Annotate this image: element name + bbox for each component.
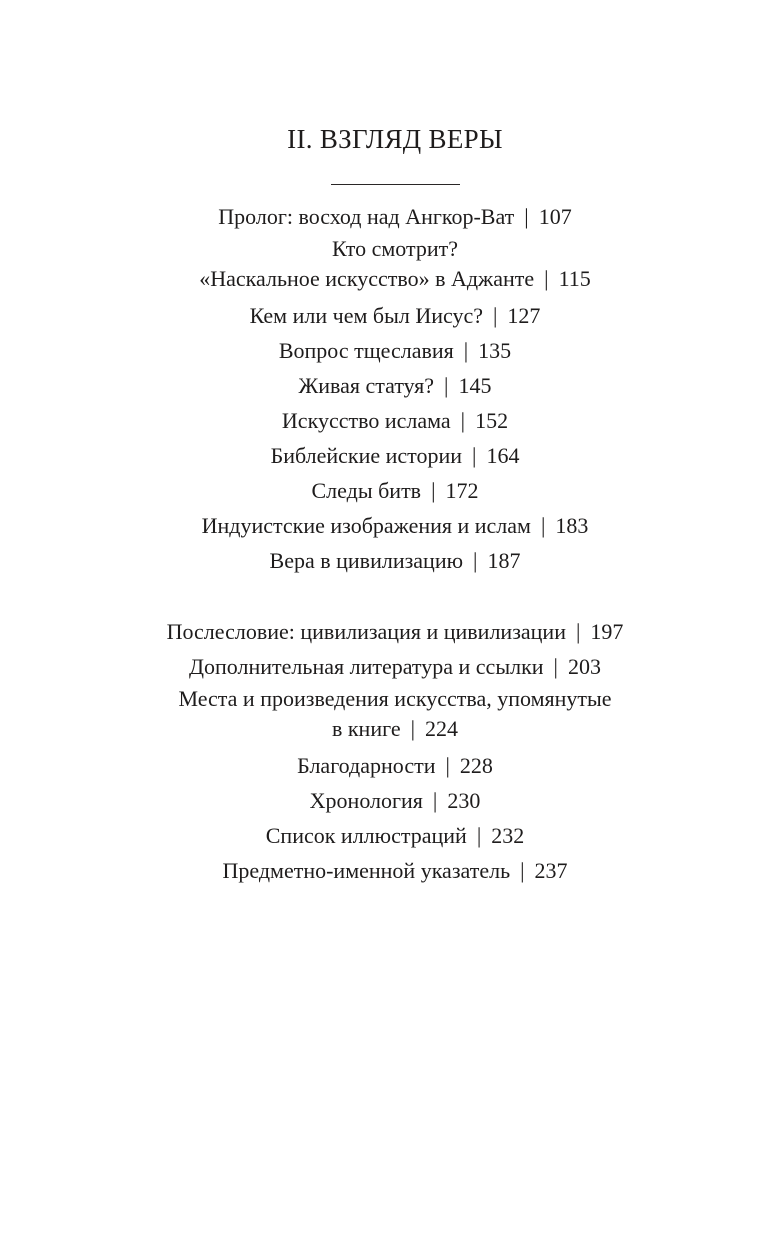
toc-separator: | [410, 716, 416, 741]
toc-separator: | [431, 478, 436, 503]
toc-separator: | [472, 443, 477, 468]
toc-entry-title: Кем или чем был Иисус? [249, 303, 483, 328]
toc-entry-title: Список иллюстраций [265, 823, 467, 848]
toc-entry-title: Следы битв [311, 478, 422, 503]
toc-entry-page: 237 [534, 858, 568, 883]
table-of-contents [0, 199, 768, 888]
toc-entry[interactable] [0, 853, 768, 888]
toc-entry[interactable] [0, 818, 768, 853]
toc-entry[interactable] [0, 403, 768, 438]
toc-entry[interactable] [0, 649, 768, 684]
toc-separator: | [476, 823, 482, 848]
toc-entry-title: Вера в цивилизацию [269, 548, 464, 573]
toc-entry[interactable] [0, 473, 768, 508]
toc-separator: | [520, 858, 525, 883]
toc-entry-title: Искусство ислама [281, 408, 451, 433]
toc-entry-title: Послесловие: цивилизация и цивилизации [166, 619, 566, 644]
toc-separator: | [432, 788, 438, 813]
title-divider [331, 184, 460, 185]
toc-entry[interactable] [0, 684, 768, 748]
toc-entry[interactable] [0, 748, 768, 783]
toc-entry[interactable] [0, 438, 768, 473]
section-spacer [0, 578, 768, 614]
toc-separator: | [460, 408, 466, 433]
toc-entry-title: Живая статуя? [298, 373, 435, 398]
toc-entry-page: 224 [425, 716, 459, 741]
toc-entry-title: Индуистские изображения и ислам [201, 513, 531, 538]
toc-entry-title: Библейские истории [270, 443, 463, 468]
toc-entry[interactable] [0, 333, 768, 368]
toc-entry-page: 107 [538, 204, 572, 229]
toc-separator: | [540, 513, 546, 538]
toc-entry-page: 127 [507, 303, 541, 328]
toc-entry-page: 145 [458, 373, 492, 398]
toc-entry[interactable] [0, 298, 768, 333]
toc-separator: | [553, 654, 558, 679]
toc-entry-page: 228 [459, 753, 493, 778]
toc-separator: | [473, 548, 478, 573]
toc-separator: | [444, 373, 449, 398]
toc-separator: | [524, 204, 529, 229]
toc-entry-page: 197 [590, 619, 624, 644]
toc-entry-page: 187 [487, 548, 521, 573]
toc-entry-page: 203 [567, 654, 601, 679]
toc-separator: | [575, 619, 581, 644]
toc-entry-title: Хронология [309, 788, 423, 813]
toc-entry-title: Вопрос тщеславия [278, 338, 454, 363]
toc-entry[interactable] [0, 508, 768, 543]
toc-entry[interactable] [0, 368, 768, 403]
toc-entry-title: Благодарности [297, 753, 436, 778]
toc-entry[interactable] [0, 199, 768, 234]
toc-entry-page: 232 [491, 823, 525, 848]
toc-entry-title-line: Кто смотрит? [331, 236, 459, 261]
toc-entry-title-line: «Наскальное искусство» в Аджанте [199, 266, 535, 291]
section-title: II. ВЗГЛЯД ВЕРЫ [287, 124, 503, 154]
toc-entry-title: Дополнительная литература и ссылки [189, 654, 544, 679]
toc-entry-page: 164 [486, 443, 520, 468]
toc-entry[interactable] [0, 234, 768, 298]
toc-entry-page: 115 [558, 266, 591, 291]
toc-entry-title: Предметно-именной указатель [222, 858, 511, 883]
toc-entry[interactable] [0, 614, 768, 649]
toc-entry[interactable] [0, 543, 768, 578]
toc-entry-title-line: Места и произведения искусства, упомянутые [178, 686, 612, 711]
toc-entry-page: 172 [445, 478, 479, 503]
toc-entry-page: 230 [447, 788, 481, 813]
toc-separator: | [544, 266, 549, 291]
toc-entry-page: 135 [478, 338, 512, 363]
toc-entry-title-line: в книге [331, 716, 401, 741]
toc-entry[interactable] [0, 783, 768, 818]
toc-entry-page: 183 [555, 513, 589, 538]
toc-separator: | [463, 338, 469, 363]
toc-entry-page: 152 [475, 408, 509, 433]
toc-separator: | [445, 753, 450, 778]
toc-separator: | [493, 303, 498, 328]
toc-entry-title: Пролог: восход над Ангкор-Ват [218, 204, 515, 229]
